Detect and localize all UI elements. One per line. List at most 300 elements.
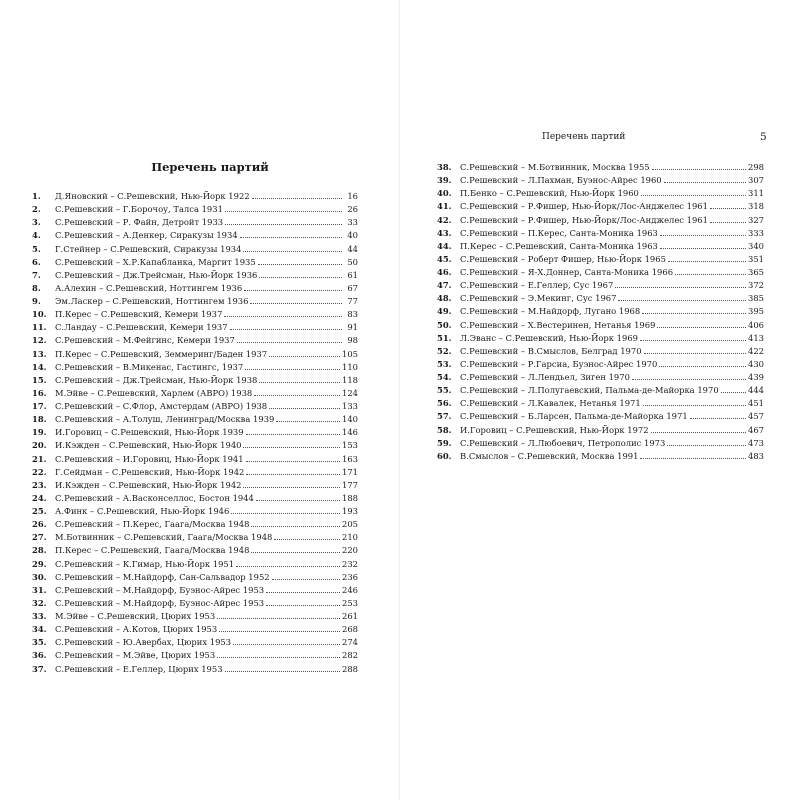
game-entry: [32, 531, 358, 544]
game-title: С.Решевский – М.Найдорф, Лугано 1968: [460, 306, 641, 317]
game-page-number: 26: [347, 204, 358, 215]
game-number: 22.: [32, 466, 47, 477]
game-title: А.Алехин – С.Решевский, Ноттингем 1936: [55, 282, 243, 293]
dot-leader: [243, 486, 340, 488]
game-title: Эм.Ласкер – С.Решевский, Ноттингем 1936: [55, 296, 249, 306]
game-entry: [437, 266, 764, 279]
game-number: 26.: [32, 519, 47, 530]
game-title: С.Решевский – П.Керес, Санта-Моника 1963: [460, 227, 658, 238]
game-title: С.Решевский – Л.Лендьел, Зиген 1970: [460, 372, 630, 382]
game-title: С.Решевский – Ю.Авербах, Цюрих 1953: [55, 637, 232, 648]
game-number: 20.: [32, 440, 47, 451]
right-page: [400, 0, 800, 800]
game-entry: [32, 597, 358, 610]
game-entry: [32, 190, 358, 203]
dot-leader: [246, 433, 340, 435]
game-title: М.Эйве – С.Решевский, Цюрих 1953: [55, 611, 216, 621]
dot-leader: [660, 247, 746, 249]
game-number: 21.: [32, 453, 47, 464]
game-title: С.Решевский – Дж.Трейсман, Нью-Йорк 1936: [55, 269, 258, 280]
game-list-right: [437, 161, 764, 463]
game-title: П.Керес – С.Решевский, Гаага/Москва 1948: [55, 545, 250, 556]
game-entry: [437, 174, 764, 187]
game-entry: [32, 453, 358, 466]
game-page-number: 153: [342, 440, 358, 451]
dot-leader: [254, 394, 340, 396]
game-page-number: 282: [342, 650, 358, 661]
game-entry: [32, 348, 358, 361]
game-entry: [32, 229, 358, 242]
game-entry: [32, 400, 358, 413]
game-title: С.Решевский – М.Эйве, Цюрих 1953: [55, 650, 216, 661]
game-title: П.Керес – С.Решевский, Кемери 1937: [55, 309, 223, 320]
running-title: Перечень партий: [542, 132, 626, 142]
dot-leader: [632, 378, 746, 380]
dot-leader: [252, 197, 342, 199]
game-title: С.Решевский – Р.Фишер, Нью-Йорк/Лос-Анджелес 1961: [460, 201, 708, 212]
game-entry: [32, 321, 358, 334]
game-number: 16.: [32, 387, 47, 398]
game-title: С.Решевский – Л.Полугаевский, Пальма-де-Майорка 1970: [460, 385, 719, 396]
game-page-number: 444: [748, 385, 764, 396]
game-title: С.Решевский – М.Найдорф, Буэнос-Айрес 1953: [55, 597, 265, 608]
game-number: 30.: [32, 571, 47, 582]
dot-leader: [615, 286, 746, 288]
game-page-number: 253: [342, 597, 358, 608]
dot-leader: [219, 630, 340, 632]
game-entry: [32, 374, 358, 387]
game-page-number: 50: [347, 256, 358, 267]
dot-leader: [660, 234, 746, 236]
game-title: С.Решевский – К.Гимар, Нью-Йорк 1951: [55, 558, 235, 569]
game-entry: [437, 371, 764, 384]
dot-leader: [230, 328, 342, 330]
game-page-number: 246: [342, 584, 358, 595]
game-number: 33.: [32, 611, 47, 621]
game-entry: [32, 466, 358, 479]
dot-leader: [618, 299, 746, 301]
game-title: Г.Сейдман – С.Решевский, Нью-Йорк 1942: [55, 466, 245, 477]
game-page-number: 467: [748, 424, 764, 435]
game-number: 31.: [32, 584, 47, 595]
game-entry: [437, 424, 764, 437]
game-entry: [32, 649, 358, 662]
dot-leader: [269, 407, 340, 409]
game-page-number: 61: [347, 269, 358, 280]
game-title: С.Решевский – И.Горовиц, Нью-Йорк 1941: [55, 453, 244, 464]
game-number: 36.: [32, 650, 47, 661]
page-number: 5: [760, 131, 767, 143]
game-number: 27.: [32, 532, 47, 543]
game-page-number: 333: [748, 227, 764, 238]
game-page-number: 133: [342, 401, 358, 411]
game-page-number: 118: [342, 374, 358, 385]
dot-leader: [225, 670, 340, 672]
game-entry: [32, 387, 358, 400]
game-page-number: 91: [347, 322, 358, 333]
dot-leader: [217, 656, 340, 658]
game-page-number: 395: [748, 306, 764, 317]
game-number: 53.: [437, 358, 452, 369]
game-title: С.Ландау – С.Решевский, Кемери 1937: [55, 322, 228, 333]
dot-leader: [243, 250, 342, 252]
game-title: С.Решевский – М.Фейгинс, Кемери 1937: [55, 335, 235, 346]
game-page-number: 413: [748, 332, 764, 343]
game-entry: [32, 216, 358, 229]
game-number: 43.: [437, 227, 452, 238]
dot-leader: [217, 617, 340, 619]
game-number: 41.: [437, 201, 452, 212]
game-entry: [437, 345, 764, 358]
game-title: С.Решевский – Я-Х.Доннер, Санта-Моника 1966: [460, 267, 674, 277]
game-entry: [32, 334, 358, 347]
game-page-number: 124: [342, 387, 358, 398]
game-number: 9.: [32, 296, 41, 306]
dot-leader: [276, 420, 340, 422]
game-page-number: 67: [347, 282, 358, 293]
dot-leader: [237, 341, 342, 343]
game-number: 54.: [437, 372, 452, 382]
game-number: 51.: [437, 332, 452, 343]
dot-leader: [643, 404, 746, 406]
game-number: 58.: [437, 424, 452, 435]
game-number: 23.: [32, 479, 47, 490]
game-page-number: 188: [342, 492, 358, 503]
game-page-number: 385: [748, 293, 764, 304]
game-number: 3.: [32, 217, 41, 228]
dot-leader: [256, 499, 340, 501]
dot-leader: [250, 302, 342, 304]
game-number: 55.: [437, 385, 452, 396]
dot-leader: [274, 538, 340, 540]
game-number: 59.: [437, 437, 452, 448]
dot-leader: [240, 236, 342, 238]
game-number: 15.: [32, 374, 47, 385]
game-entry: [32, 243, 358, 256]
game-page-number: 340: [748, 240, 764, 251]
game-title: М.Ботвинник – С.Решевский, Гаага/Москва 1948: [55, 532, 273, 543]
game-title: С.Решевский – Х.Р.Капабланка, Маргит 1935: [55, 256, 256, 267]
dot-leader: [258, 263, 342, 265]
game-entry: [437, 227, 764, 240]
game-number: 38.: [437, 162, 452, 172]
game-number: 10.: [32, 309, 47, 320]
game-title: С.Решевский – П.Керес, Гаага/Москва 1948: [55, 519, 250, 530]
game-title: В.Смыслов – С.Решевский, Москва 1991: [460, 450, 639, 461]
game-number: 13.: [32, 348, 47, 359]
page-title: Перечень партий: [151, 160, 269, 174]
game-entry: [437, 161, 764, 174]
game-number: 37.: [32, 663, 47, 674]
game-entry: [32, 361, 358, 374]
game-page-number: 40: [347, 230, 358, 241]
game-title: С.Решевский – В.Микенас, Гастингс, 1937: [55, 361, 244, 372]
game-title: С.Решевский – Э.Мекинг, Сус 1967: [460, 293, 617, 304]
game-page-number: 146: [342, 427, 358, 438]
game-number: 49.: [437, 306, 452, 317]
game-title: И.Кэжден – С.Решевский, Нью-Йорк 1942: [55, 479, 242, 490]
game-number: 52.: [437, 345, 452, 356]
dot-leader: [675, 273, 746, 275]
game-number: 45.: [437, 253, 452, 264]
game-page-number: 351: [748, 253, 764, 264]
game-entry: [437, 200, 764, 213]
game-number: 35.: [32, 637, 47, 648]
game-title: С.Решевский – Л.Пахман, Буэнос-Айрес 1960: [460, 175, 662, 186]
game-title: С.Решевский – В.Смыслов, Белград 1970: [460, 345, 642, 356]
game-title: С.Решевский – Р.Фишер, Нью-Йорк/Лос-Анджелес 1961: [460, 214, 708, 225]
game-entry: [437, 437, 764, 450]
game-number: 19.: [32, 427, 47, 438]
game-title: С.Решевский – Дж.Трейсман, Нью-Йорк 1938: [55, 374, 258, 385]
game-entry: [32, 544, 358, 557]
game-page-number: 457: [748, 411, 764, 422]
dot-leader: [710, 221, 746, 223]
game-number: 32.: [32, 597, 47, 608]
game-page-number: 205: [342, 519, 358, 530]
game-list-left: [32, 190, 358, 676]
game-number: 24.: [32, 492, 47, 503]
game-page-number: 44: [347, 243, 358, 254]
game-entry: [32, 308, 358, 321]
game-title: С.Решевский – А.Денкер, Сиракузы 1934: [55, 230, 238, 241]
game-number: 46.: [437, 267, 452, 277]
game-number: 7.: [32, 269, 41, 280]
game-title: С.Решевский – М.Найдорф, Буэнос-Айрес 1953: [55, 584, 265, 595]
game-page-number: 232: [342, 558, 358, 569]
game-page-number: 16: [347, 191, 358, 201]
game-page-number: 171: [342, 466, 358, 477]
game-number: 14.: [32, 361, 47, 372]
game-entry: [32, 584, 358, 597]
game-number: 39.: [437, 175, 452, 186]
game-page-number: 451: [748, 398, 764, 409]
dot-leader: [659, 365, 746, 367]
game-page-number: 177: [342, 479, 358, 490]
game-title: С.Решевский – Е.Геллер, Цюрих 1953: [55, 663, 223, 674]
game-page-number: 365: [748, 267, 764, 277]
game-title: И.Горовиц – С.Решевский, Нью-Йорк 1939: [55, 427, 244, 438]
game-number: 44.: [437, 240, 452, 251]
game-page-number: 439: [748, 372, 764, 382]
game-title: С.Решевский – А.Васконселлос, Бостон 1944: [55, 492, 254, 503]
game-title: С.Решевский – Р. Файн, Детройт 1933: [55, 217, 224, 228]
game-title: Л.Эванс – С.Решевский, Нью-Йорк 1969: [460, 332, 638, 343]
game-page-number: 311: [748, 188, 764, 199]
dot-leader: [272, 578, 340, 580]
game-page-number: 140: [342, 414, 358, 425]
game-page-number: 98: [347, 335, 358, 346]
game-page-number: 193: [342, 506, 358, 516]
game-page-number: 220: [342, 545, 358, 556]
game-page-number: 483: [748, 450, 764, 461]
dot-leader: [644, 352, 746, 354]
game-page-number: 430: [748, 358, 764, 369]
game-entry: [437, 240, 764, 253]
game-entry: [437, 279, 764, 292]
game-page-number: 83: [347, 309, 358, 320]
game-entry: [32, 295, 358, 308]
game-title: С.Решевский – М.Ботвинник, Москва 1955: [460, 162, 650, 172]
dot-leader: [266, 604, 340, 606]
dot-leader: [243, 446, 340, 448]
game-page-number: 163: [342, 453, 358, 464]
game-title: П.Керес – С.Решевский, Земмеринг/Баден 1937: [55, 348, 268, 359]
dot-leader: [225, 223, 342, 225]
dot-leader: [651, 431, 746, 433]
game-entry: [32, 571, 358, 584]
game-page-number: 288: [342, 663, 358, 674]
game-title: М.Эйве – С.Решевский, Харлем (АВРО) 1938: [55, 387, 253, 398]
dot-leader: [246, 473, 340, 475]
game-title: С.Решевский – А.Котов, Цюрих 1953: [55, 624, 218, 635]
game-entry: [437, 214, 764, 227]
game-page-number: 268: [342, 624, 358, 635]
dot-leader: [231, 512, 340, 514]
game-title: А.Финк – С.Решевский, Нью-Йорк 1946: [55, 506, 230, 516]
game-entry: [437, 410, 764, 423]
game-number: 11.: [32, 322, 47, 333]
game-page-number: 422: [748, 345, 764, 356]
game-number: 47.: [437, 280, 452, 291]
dot-leader: [664, 181, 746, 183]
game-entry: [32, 269, 358, 282]
game-title: С.Решевский – Л.Любоевич, Петрополис 1973: [460, 437, 666, 448]
game-page-number: 298: [748, 162, 764, 172]
game-number: 56.: [437, 398, 452, 409]
dot-leader: [236, 565, 340, 567]
game-number: 2.: [32, 204, 41, 215]
dot-leader: [225, 210, 342, 212]
game-entry: [32, 426, 358, 439]
dot-leader: [668, 260, 746, 262]
game-entry: [437, 305, 764, 318]
game-entry: [32, 256, 358, 269]
dot-leader: [690, 417, 746, 419]
game-entry: [437, 253, 764, 266]
dot-leader: [244, 289, 342, 291]
dot-leader: [259, 276, 342, 278]
game-number: 29.: [32, 558, 47, 569]
game-entry: [437, 397, 764, 410]
game-page-number: 406: [748, 319, 764, 330]
game-title: С.Решевский – Г.Борочоу, Талса 1931: [55, 204, 223, 215]
game-page-number: 318: [748, 201, 764, 212]
dot-leader: [246, 460, 340, 462]
game-page-number: 210: [342, 532, 358, 543]
game-page-number: 274: [342, 637, 358, 648]
game-title: С.Решевский – М.Найдорф, Сан-Сальвадор 1952: [55, 571, 270, 582]
dot-leader: [233, 643, 340, 645]
game-entry: [32, 636, 358, 649]
game-title: С.Решевский – Л.Кавалек, Нетанья 1971: [460, 398, 641, 409]
game-number: 4.: [32, 230, 41, 241]
game-page-number: 33: [347, 217, 358, 228]
game-number: 28.: [32, 545, 47, 556]
game-entry: [32, 623, 358, 636]
game-number: 8.: [32, 282, 41, 293]
game-page-number: 77: [347, 296, 358, 306]
game-page-number: 105: [342, 348, 358, 359]
game-page-number: 110: [342, 361, 358, 372]
game-page-number: 473: [748, 437, 764, 448]
game-number: 40.: [437, 188, 452, 199]
game-page-number: 307: [748, 175, 764, 186]
game-title: Г.Стейнер – С.Решевский, Сиракузы 1934: [55, 243, 242, 254]
game-entry: [32, 413, 358, 426]
game-entry: [437, 384, 764, 397]
game-entry: [32, 518, 358, 531]
game-entry: [32, 505, 358, 518]
game-title: С.Решевский – Б.Ларсен, Пальма-де-Майорка 1971: [460, 411, 688, 422]
dot-leader: [259, 381, 340, 383]
game-number: 25.: [32, 506, 47, 516]
dot-leader: [657, 326, 746, 328]
game-entry: [437, 332, 764, 345]
game-page-number: 372: [748, 280, 764, 291]
game-number: 42.: [437, 214, 452, 225]
dot-leader: [641, 194, 746, 196]
game-entry: [437, 358, 764, 371]
game-number: 12.: [32, 335, 47, 346]
game-number: 5.: [32, 243, 41, 254]
dot-leader: [640, 339, 746, 341]
game-number: 6.: [32, 256, 41, 267]
game-number: 18.: [32, 414, 47, 425]
game-number: 34.: [32, 624, 47, 635]
game-entry: [32, 492, 358, 505]
game-number: 57.: [437, 411, 452, 422]
game-entry: [437, 319, 764, 332]
game-title: Д.Яновский – С.Решевский, Нью-Йорк 1922: [55, 191, 250, 201]
dot-leader: [652, 168, 746, 170]
dot-leader: [251, 551, 340, 553]
game-number: 48.: [437, 293, 452, 304]
game-entry: [32, 558, 358, 571]
game-entry: [32, 203, 358, 216]
game-entry: [32, 282, 358, 295]
dot-leader: [251, 525, 340, 527]
dot-leader: [269, 355, 340, 357]
dot-leader: [640, 457, 746, 459]
game-number: 60.: [437, 450, 452, 461]
game-title: С.Решевский – Роберт Фишер, Нью-Йорк 1965: [460, 253, 666, 264]
dot-leader: [224, 315, 342, 317]
game-title: С.Решевский – Р.Гарсиа, Буэнос-Айрес 1970: [460, 358, 658, 369]
game-page-number: 327: [748, 214, 764, 225]
game-entry: [32, 439, 358, 452]
game-entry: [32, 663, 358, 676]
game-entry: [437, 450, 764, 463]
dot-leader: [667, 444, 746, 446]
game-entry: [437, 187, 764, 200]
game-number: 1.: [32, 191, 41, 201]
game-title: И.Горовиц – С.Решевский, Нью-Йорк 1972: [460, 424, 649, 435]
game-number: 50.: [437, 319, 452, 330]
dot-leader: [642, 312, 746, 314]
game-entry: [32, 610, 358, 623]
game-entry: [32, 479, 358, 492]
game-title: С.Решевский – А.Толуш, Ленинград/Москва 1939: [55, 414, 275, 425]
game-title: П.Бенко – С.Решевский, Нью-Йорк 1960: [460, 188, 639, 199]
dot-leader: [710, 207, 746, 209]
dot-leader: [266, 591, 340, 593]
game-entry: [437, 292, 764, 305]
game-page-number: 261: [342, 611, 358, 621]
game-title: С.Решевский – С.Флор, Амстердам (АВРО) 1938: [55, 401, 268, 411]
game-title: С.Решевский – Е.Геллер, Сус 1967: [460, 280, 614, 291]
game-page-number: 236: [342, 571, 358, 582]
